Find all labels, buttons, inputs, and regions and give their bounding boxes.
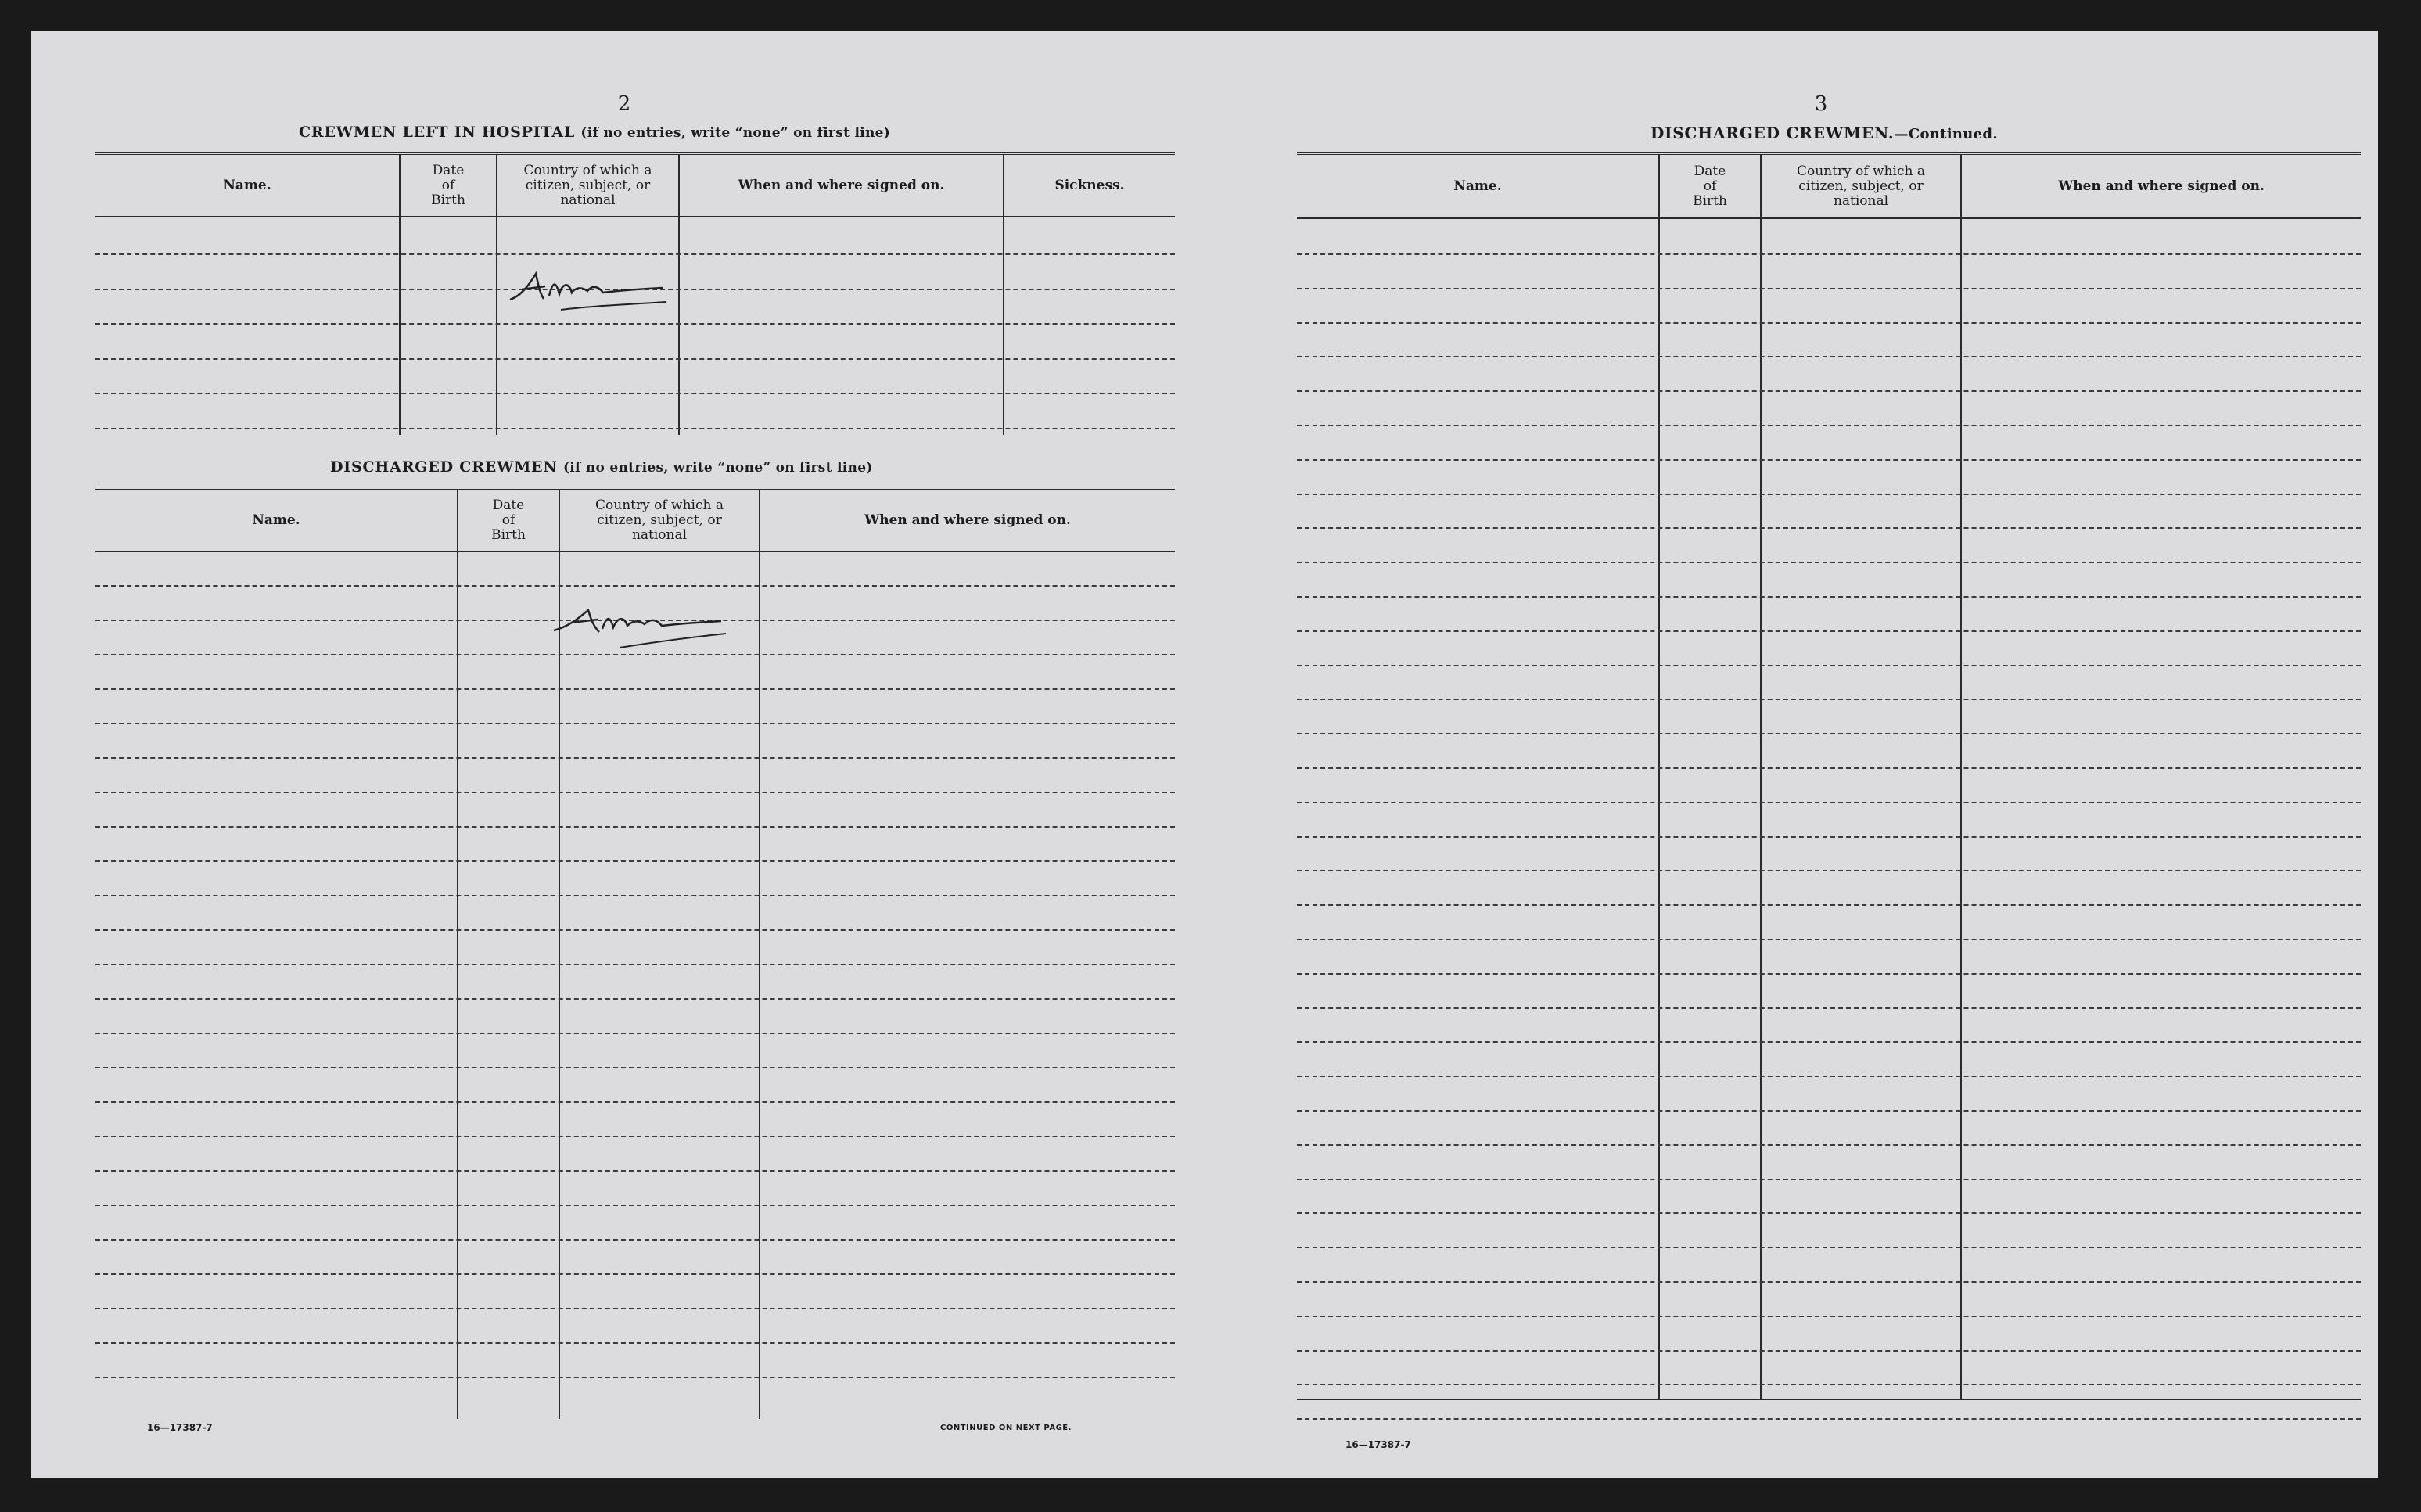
header-rule	[95, 551, 1175, 552]
entry-row-line	[1297, 1041, 2361, 1043]
header-rule	[1297, 217, 2361, 219]
entry-row-line	[1297, 1212, 2361, 1214]
entry-row-line	[1297, 1281, 2361, 1283]
entry-row-line	[1297, 1110, 2361, 1112]
entry-row-line	[1297, 665, 2361, 666]
col-name-header: Name.	[1453, 178, 1502, 194]
entry-row-line	[1297, 836, 2361, 838]
discharged-continued-table	[1297, 152, 2361, 1406]
entry-row-line	[95, 358, 1175, 360]
continued-suffix: —Continued.	[1894, 126, 1998, 142]
col-country-header: Country of which a citizen, subject, or national	[523, 162, 652, 208]
form-code: 16—17387-7	[147, 1422, 213, 1433]
entry-row-line	[95, 826, 1175, 828]
discharged-table	[95, 487, 1175, 1413]
entry-row-line	[1297, 630, 2361, 632]
entry-row-line	[95, 1067, 1175, 1068]
entry-row-line	[1297, 1076, 2361, 1077]
col-dob-header: Date of Birth	[1693, 163, 1727, 209]
column-divider	[759, 490, 760, 1419]
entry-row-line	[95, 1342, 1175, 1344]
continued-note: CONTINUED ON NEXT PAGE.	[940, 1424, 1072, 1432]
entry-row-line	[1297, 322, 2361, 324]
entry-row-line	[1297, 1316, 2361, 1317]
bottom-rule	[1297, 1399, 2361, 1400]
entry-row-line	[95, 964, 1175, 965]
hospital-instruction: (if no entries, write “none” on first line)	[580, 125, 891, 141]
entry-row-line	[95, 1136, 1175, 1137]
entry-row-line	[95, 688, 1175, 690]
discharged-continued-title-text: DISCHARGED CREWMEN.	[1651, 124, 1895, 142]
scanned-document	[31, 31, 2378, 1478]
entry-row-line	[1297, 596, 2361, 598]
entry-row-line	[1297, 1144, 2361, 1146]
entry-row-line	[95, 1170, 1175, 1172]
handwritten-none-entry	[506, 264, 678, 322]
entry-row-line	[95, 1239, 1175, 1241]
entry-row-line	[1297, 1247, 2361, 1248]
entry-row-line	[1297, 870, 2361, 871]
entry-row-line	[95, 585, 1175, 587]
entry-row-line	[1297, 494, 2361, 495]
col-dob-header: Date of Birth	[431, 162, 465, 208]
header-rule	[95, 216, 1175, 217]
entry-row-line	[95, 323, 1175, 325]
entry-row-line	[95, 860, 1175, 862]
entry-row-line	[95, 1273, 1175, 1275]
entry-row-line	[95, 393, 1175, 394]
col-country-header: Country of which a citizen, subject, or national	[1797, 163, 1925, 209]
entry-row-line	[95, 1205, 1175, 1206]
entry-row-line	[1297, 356, 2361, 357]
entry-row-line	[1297, 939, 2361, 940]
entry-row-line	[1297, 1007, 2361, 1009]
right-page	[1205, 31, 2378, 1478]
entry-row-line	[95, 895, 1175, 896]
discharged-instruction: (if no entries, write “none” on first line)	[562, 460, 873, 476]
entry-row-line	[95, 253, 1175, 255]
entry-row-line	[95, 929, 1175, 931]
entry-row-line	[1297, 973, 2361, 975]
entry-row-line	[95, 1033, 1175, 1034]
entry-row-line	[1297, 527, 2361, 529]
entry-row-line	[1297, 904, 2361, 906]
entry-row-line	[1297, 1384, 2361, 1385]
hospital-title-text: CREWMEN LEFT IN HOSPITAL	[299, 124, 575, 141]
entry-row-line	[1297, 1418, 2361, 1420]
col-name-header: Name.	[223, 177, 271, 193]
entry-row-line	[1297, 425, 2361, 426]
entry-row-line	[95, 792, 1175, 793]
page-number: 3	[1814, 92, 1828, 116]
entry-row-line	[1297, 1350, 2361, 1352]
entry-row-line	[1297, 253, 2361, 255]
entry-row-line	[1297, 733, 2361, 734]
col-country-header: Country of which a citizen, subject, or national	[595, 497, 724, 543]
entry-row-line	[95, 1101, 1175, 1103]
col-dob-header: Date of Birth	[491, 497, 526, 543]
page-number: 2	[617, 92, 631, 116]
discharged-title-text: DISCHARGED CREWMEN	[330, 458, 558, 476]
col-signed-header: When and where signed on.	[864, 512, 1071, 528]
entry-row-line	[1297, 288, 2361, 289]
col-sickness-header: Sickness.	[1054, 177, 1125, 193]
entry-row-line	[1297, 699, 2361, 700]
col-signed-header: When and where signed on.	[738, 177, 945, 193]
entry-row-line	[1297, 767, 2361, 769]
entry-row-line	[95, 998, 1175, 1000]
entry-row-line	[1297, 1179, 2361, 1180]
entry-row-line	[95, 428, 1175, 429]
entry-row-line	[1297, 562, 2361, 563]
form-code: 16—17387-7	[1345, 1439, 1411, 1450]
handwritten-none-entry	[548, 599, 735, 657]
discharged-section-title	[330, 458, 873, 476]
hospital-section-title	[299, 124, 890, 141]
entry-row-line	[1297, 802, 2361, 803]
entry-row-line	[1297, 390, 2361, 392]
entry-row-line	[95, 757, 1175, 759]
column-divider	[457, 490, 458, 1419]
col-signed-header: When and where signed on.	[2058, 178, 2265, 194]
hospital-table	[95, 152, 1175, 440]
left-page	[31, 31, 1205, 1478]
entry-row-line	[1297, 459, 2361, 461]
col-name-header: Name.	[252, 512, 300, 528]
entry-row-line	[95, 1377, 1175, 1378]
discharged-continued-title	[1651, 124, 1998, 142]
entry-row-line	[95, 1308, 1175, 1309]
entry-row-line	[95, 723, 1175, 724]
